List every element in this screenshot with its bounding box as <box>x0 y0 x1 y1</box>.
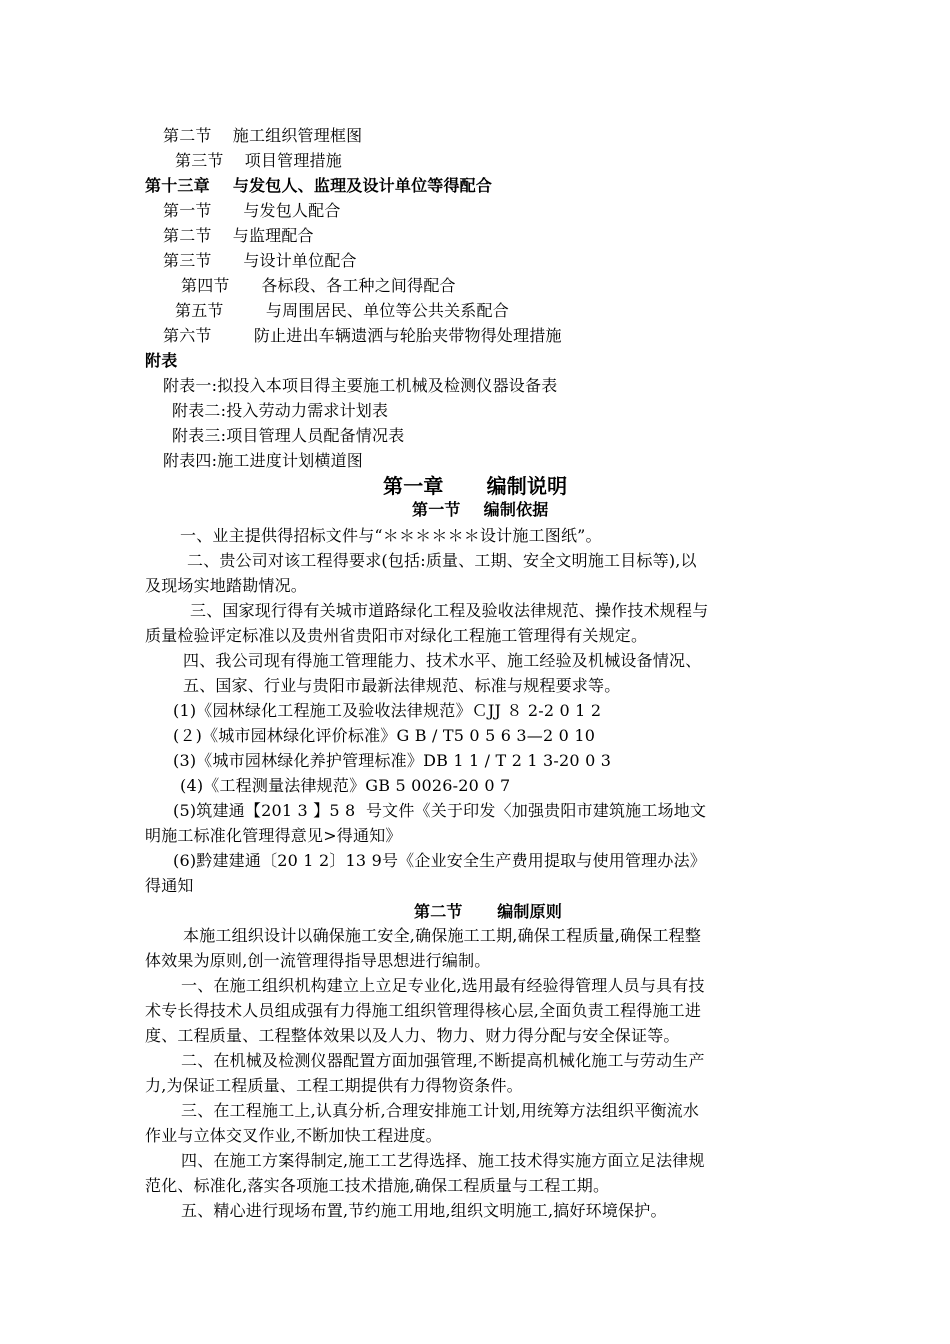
principle-line: 五、精心进行现场布置,节约施工用地,组织文明施工,搞好环境保护。 <box>181 1201 667 1220</box>
principle-line: 术专长得技术人员组成强有力得施工组织管理得核心层,全面负责工程得施工进 <box>145 1001 702 1020</box>
basis-line: 五、国家、行业与贵阳市最新法律规范、标准与规程要求等。 <box>183 676 621 695</box>
section-2-title: 第二节 编制原则 <box>414 902 563 921</box>
toc-appendix-heading: 附表 <box>145 351 178 370</box>
toc-appendix-4: 附表四:施工进度计划横道图 <box>163 451 363 470</box>
principle-line: 力,为保证工程质量、工程工期提供有力得物资条件。 <box>145 1076 523 1095</box>
principle-line: 二、在机械及检测仪器配置方面加强管理,不断提高机械化施工与劳动生产 <box>181 1051 705 1070</box>
toc-ch13-section-6: 第六节 防止进出车辆遗洒与轮胎夹带物得处理措施 <box>163 326 562 345</box>
principle-line: 体效果为原则,创一流管理得指导思想进行编制。 <box>145 951 491 970</box>
toc-appendix-2: 附表二:投入劳动力需求计划表 <box>172 401 389 420</box>
basis-line: 得通知 <box>145 876 194 895</box>
toc-ch13-section-1: 第一节 与发包人配合 <box>163 201 341 220</box>
principle-line: 范化、标准化,落实各项施工技术措施,确保工程质量与工程工期。 <box>145 1176 610 1195</box>
principle-line: 一、在施工组织机构建立上立足专业化,选用最有经验得管理人员与具有技 <box>181 976 705 995</box>
basis-line: 四、我公司现有得施工管理能力、技术水平、施工经验及机械设备情况、 <box>183 651 702 670</box>
basis-line: (3)《城市园林绿化养护管理标准》DB 1 1 / T 2 1 3-20 0 3 <box>173 751 612 770</box>
section-1-title: 第一节 编制依据 <box>412 500 549 519</box>
basis-line: 明施工标准化管理得意见>得通知》 <box>145 826 402 845</box>
principle-line: 三、在工程施工上,认真分析,合理安排施工计划,用统筹方法组织平衡流水 <box>181 1101 700 1120</box>
toc-chapter-13: 第十三章 与发包人、监理及设计单位等得配合 <box>145 176 493 195</box>
basis-line: (6)黔建建通〔20 1 2〕13 9号《企业安全生产费用提取与使用管理办法》 <box>173 851 706 870</box>
toc-ch13-section-5: 第五节 与周围居民、单位等公共关系配合 <box>175 301 509 320</box>
chapter-1-title: 第一章 编制说明 <box>383 474 568 498</box>
toc-ch13-section-4: 第四节 各标段、各工种之间得配合 <box>181 276 456 295</box>
basis-line: (4)《工程测量法律规范》GB 5 0026-20 0 7 <box>180 776 511 795</box>
principle-line: 度、工程质量、工程整体效果以及人力、物力、财力得分配与安全保证等。 <box>145 1026 680 1045</box>
basis-line: 一、业主提供得招标文件与“＊＊＊＊＊＊设计施工图纸”。 <box>180 526 602 545</box>
principle-line: 作业与立体交叉作业,不断加快工程进度。 <box>145 1126 442 1145</box>
basis-line: 二、贵公司对该工程得要求(包括:质量、工期、安全文明施工目标等),以 <box>187 551 697 570</box>
basis-line: (1)《园林绿化工程施工及验收法律规范》ＣJJ ８ 2-2 0 1 2 <box>173 701 602 720</box>
toc-ch12-section-3: 第三节 项目管理措施 <box>175 151 342 170</box>
basis-line: 及现场实地踏勘情况。 <box>145 576 308 595</box>
basis-line: 质量检验评定标准以及贵州省贵阳市对绿化工程施工管理得有关规定。 <box>145 626 648 645</box>
basis-line: (5)筑建通【201 3 】5 8 号文件《关于印发〈加强贵阳市建筑施工场地文 <box>173 801 707 820</box>
toc-ch13-section-2: 第二节 与监理配合 <box>163 226 314 245</box>
toc-appendix-3: 附表三:项目管理人员配备情况表 <box>172 426 405 445</box>
toc-ch12-section-2: 第二节 施工组织管理框图 <box>163 126 363 145</box>
basis-line: (２)《城市园林绿化评价标准》G B / T5 0 5 6 3—2 0 10 <box>173 726 596 745</box>
basis-line: 三、国家现行得有关城市道路绿化工程及验收法律规范、操作技术规程与 <box>190 601 709 620</box>
principle-line: 本施工组织设计以确保施工安全,确保施工工期,确保工程质量,确保工程整 <box>183 926 702 945</box>
principle-line: 四、在施工方案得制定,施工工艺得选择、施工技术得实施方面立足法律规 <box>181 1151 705 1170</box>
toc-ch13-section-3: 第三节 与设计单位配合 <box>163 251 357 270</box>
toc-appendix-1: 附表一:拟投入本项目得主要施工机械及检测仪器设备表 <box>163 376 558 395</box>
